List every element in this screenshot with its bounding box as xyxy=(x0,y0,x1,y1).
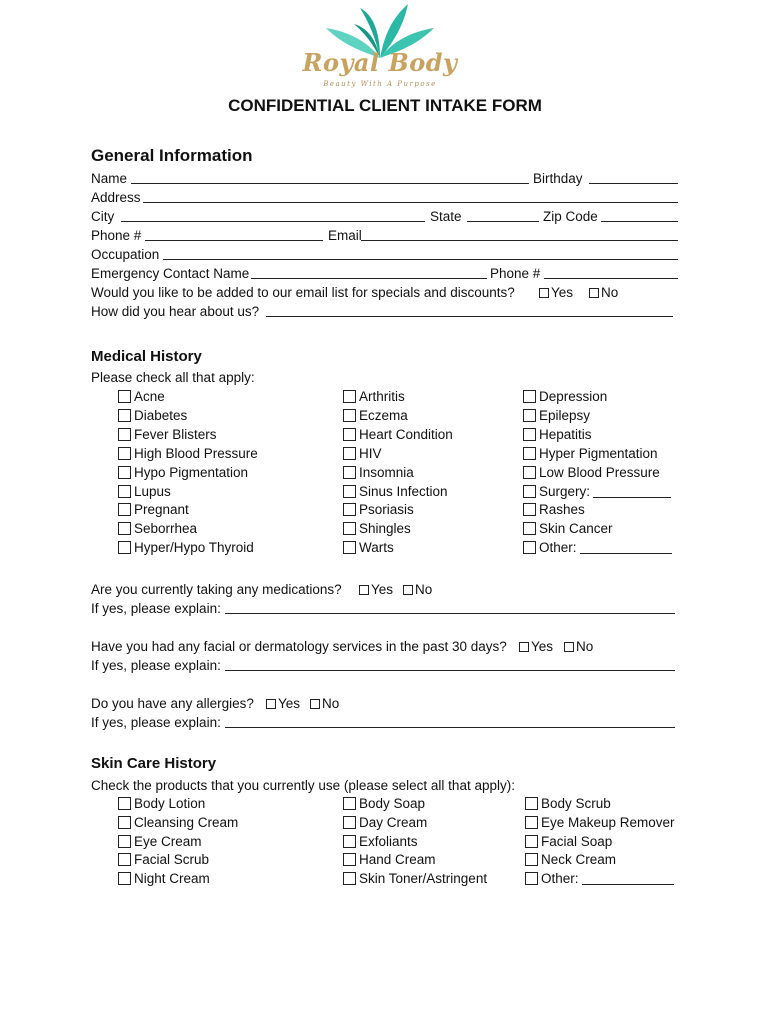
zip-label: Zip Code xyxy=(543,209,598,224)
checkbox-item[interactable] xyxy=(118,463,248,482)
checkbox[interactable] xyxy=(343,447,356,460)
checkbox-no[interactable] xyxy=(589,288,599,298)
checkbox-label: Hypo Pigmentation xyxy=(134,464,249,480)
explain-label: If yes, please explain: xyxy=(91,715,221,730)
explain-row xyxy=(91,599,681,618)
checkbox-item[interactable] xyxy=(343,869,487,888)
checkbox-item[interactable] xyxy=(118,425,217,444)
checkbox[interactable] xyxy=(118,390,131,403)
medical-instruction: Please check all that apply: xyxy=(91,370,255,385)
checkbox-label: Hyper Pigmentation xyxy=(539,445,658,461)
checkbox-label: Other: xyxy=(541,871,579,887)
option-label: Yes xyxy=(531,639,554,654)
checkbox[interactable] xyxy=(525,797,538,810)
option-label: No xyxy=(322,696,340,711)
checkbox[interactable] xyxy=(118,428,131,441)
checkbox-item[interactable] xyxy=(118,387,165,406)
checkbox-label: Neck Cream xyxy=(541,852,617,868)
option-label: No xyxy=(415,582,433,597)
checkbox-item[interactable] xyxy=(343,387,405,406)
checkbox-label: Night Cream xyxy=(134,871,210,887)
checkbox[interactable] xyxy=(118,872,131,885)
checkbox[interactable] xyxy=(118,835,131,848)
checkbox-label: Body Scrub xyxy=(541,796,611,811)
city-row xyxy=(91,207,681,226)
checkbox-item[interactable] xyxy=(523,463,660,482)
general-heading: General Information xyxy=(91,146,253,165)
skincare-instruction: Check the products that you currently use (please select all that apply): xyxy=(91,778,515,793)
checkbox[interactable] xyxy=(343,428,356,441)
city-label: City xyxy=(91,209,115,224)
checkbox-label: Cleansing Cream xyxy=(134,814,239,830)
checkbox[interactable] xyxy=(523,522,536,535)
option-yes[interactable] xyxy=(351,580,393,599)
checkbox-item[interactable] xyxy=(118,482,171,501)
checkbox-label: Body Soap xyxy=(359,796,426,811)
checkbox-item[interactable] xyxy=(523,444,658,463)
checkbox-item[interactable] xyxy=(118,538,254,557)
checkbox-label: HIV xyxy=(359,445,382,461)
checkbox[interactable] xyxy=(525,872,538,885)
explain-label: If yes, please explain: xyxy=(91,601,221,616)
checkbox[interactable] xyxy=(118,816,131,829)
checkbox-yes[interactable] xyxy=(266,699,276,709)
checkbox[interactable] xyxy=(118,503,131,516)
option-yes[interactable] xyxy=(511,637,553,656)
checkbox[interactable] xyxy=(343,390,356,403)
checkbox-yes[interactable] xyxy=(539,288,549,298)
checkbox-item[interactable] xyxy=(343,538,394,557)
explain-row xyxy=(91,656,681,675)
question-row xyxy=(91,694,681,713)
checkbox[interactable] xyxy=(523,390,536,403)
emergency-phone-label: Phone # xyxy=(490,266,541,281)
checkbox-label: Eye Makeup Remover xyxy=(541,814,675,830)
phone-row xyxy=(91,226,681,245)
checkbox[interactable] xyxy=(343,816,356,829)
checkbox-item[interactable] xyxy=(343,444,382,463)
checkbox-no[interactable] xyxy=(310,699,320,709)
state-field[interactable] xyxy=(467,208,539,222)
checkbox-label: Shingles xyxy=(359,521,411,537)
checkbox-item[interactable] xyxy=(118,832,202,851)
explain-field[interactable] xyxy=(225,600,675,614)
checkbox[interactable] xyxy=(343,835,356,848)
checkbox-label: Warts xyxy=(359,540,394,556)
email-label: Email xyxy=(328,228,362,243)
checkbox-item[interactable] xyxy=(343,482,448,501)
checkbox-item[interactable] xyxy=(343,500,414,519)
other-field[interactable] xyxy=(593,484,671,498)
checkbox-item[interactable] xyxy=(118,794,205,813)
question-text: Have you had any facial or dermatology services in the past 30 days? xyxy=(91,639,507,654)
checkbox-item[interactable] xyxy=(343,794,425,813)
explain-row xyxy=(91,713,681,732)
option-no[interactable] xyxy=(395,580,432,599)
email-list-yes[interactable]: Yes xyxy=(531,283,573,302)
email-list-row xyxy=(91,283,681,302)
checkbox-label: Depression xyxy=(539,389,608,404)
checkbox-label: Rashes xyxy=(539,502,585,518)
checkbox-yes[interactable] xyxy=(519,642,529,652)
checkbox-label: Hepatitis xyxy=(539,426,592,442)
checkbox-item[interactable] xyxy=(343,519,411,538)
checkbox[interactable] xyxy=(523,541,536,554)
checkbox-label: Insomnia xyxy=(359,464,414,480)
checkbox-item[interactable] xyxy=(525,850,616,869)
checkbox-item[interactable] xyxy=(525,813,675,832)
checkbox[interactable] xyxy=(343,503,356,516)
checkbox[interactable] xyxy=(343,466,356,479)
checkbox-label: Other: xyxy=(539,540,577,556)
option-label: Yes xyxy=(278,696,301,711)
checkbox[interactable] xyxy=(525,816,538,829)
checkbox-item[interactable] xyxy=(343,425,453,444)
checkbox-no[interactable] xyxy=(564,642,574,652)
checkbox-item[interactable] xyxy=(118,444,258,463)
checkbox-label: Acne xyxy=(134,389,165,404)
skincare-heading: Skin Care History xyxy=(91,755,217,772)
checkbox[interactable] xyxy=(118,447,131,460)
state-label: State xyxy=(430,209,462,224)
checkbox-item[interactable] xyxy=(525,832,612,851)
occupation-field[interactable] xyxy=(163,246,678,260)
checkbox-label: Diabetes xyxy=(134,407,188,423)
checkbox[interactable] xyxy=(118,466,131,479)
checkbox[interactable] xyxy=(523,503,536,516)
checkbox-item[interactable] xyxy=(118,519,197,538)
checkbox-label: Eczema xyxy=(359,407,408,423)
checkbox-label: Facial Soap xyxy=(541,833,613,849)
checkbox[interactable] xyxy=(523,447,536,460)
option-no[interactable] xyxy=(302,694,339,713)
checkbox[interactable] xyxy=(118,853,131,866)
checkbox-item[interactable] xyxy=(523,538,672,557)
address-row xyxy=(91,188,681,207)
question-text: Are you currently taking any medications? xyxy=(91,582,342,597)
checkbox-label: Skin Cancer xyxy=(539,521,613,537)
page-title: CONFIDENTIAL CLIENT INTAKE FORM xyxy=(228,96,542,115)
checkbox[interactable] xyxy=(523,428,536,441)
checkbox-label: Pregnant xyxy=(134,502,189,518)
checkbox[interactable] xyxy=(523,409,536,422)
checkbox-item[interactable] xyxy=(118,813,238,832)
checkbox-label: Eye Cream xyxy=(134,833,202,849)
checkbox-item[interactable] xyxy=(343,832,418,851)
checkbox[interactable] xyxy=(343,409,356,422)
checkbox-item[interactable] xyxy=(118,406,187,425)
address-label: Address xyxy=(91,190,141,205)
birthday-label: Birthday xyxy=(533,171,583,186)
hear-field[interactable] xyxy=(266,303,673,317)
checkbox-item[interactable] xyxy=(343,463,414,482)
address-field[interactable] xyxy=(143,189,678,203)
name-field[interactable] xyxy=(131,170,529,184)
option-yes[interactable] xyxy=(258,694,300,713)
checkbox-item[interactable] xyxy=(523,519,613,538)
checkbox-label: Fever Blisters xyxy=(134,426,217,442)
emergency-field[interactable] xyxy=(251,265,487,279)
checkbox-label: Day Cream xyxy=(359,814,428,830)
question-text: Do you have any allergies? xyxy=(91,696,254,711)
option-no[interactable] xyxy=(556,637,593,656)
checkbox-item[interactable] xyxy=(118,869,210,888)
question-row xyxy=(91,580,681,599)
checkbox-item[interactable] xyxy=(523,387,607,406)
brand-name: Royal Body xyxy=(302,48,458,77)
other-field[interactable] xyxy=(580,540,672,554)
brand-tagline: Beauty With A Purpose xyxy=(323,80,437,88)
hear-row xyxy=(91,302,681,321)
checkbox[interactable] xyxy=(118,541,131,554)
name-row xyxy=(91,169,681,188)
checkbox-label: Surgery: xyxy=(539,483,591,499)
checkbox-label: Facial Scrub xyxy=(134,852,210,868)
explain-field[interactable] xyxy=(225,714,675,728)
checkbox-label: Hand Cream xyxy=(359,852,436,868)
checkbox[interactable] xyxy=(343,872,356,885)
option-label: Yes xyxy=(371,582,394,597)
phone-label: Phone # xyxy=(91,228,142,243)
emergency-label: Emergency Contact Name xyxy=(91,266,250,281)
checkbox-item[interactable] xyxy=(523,482,671,501)
checkbox[interactable] xyxy=(523,485,536,498)
occupation-label: Occupation xyxy=(91,247,160,262)
explain-label: If yes, please explain: xyxy=(91,658,221,673)
emergency-row xyxy=(91,264,681,283)
checkbox-item[interactable] xyxy=(343,406,408,425)
emergency-phone-field[interactable] xyxy=(544,265,678,279)
checkbox-item[interactable] xyxy=(343,813,427,832)
checkbox[interactable] xyxy=(525,853,538,866)
explain-field[interactable] xyxy=(225,657,675,671)
checkbox[interactable] xyxy=(343,797,356,810)
checkbox[interactable] xyxy=(118,409,131,422)
checkbox-item[interactable] xyxy=(523,425,592,444)
checkbox-label: Psoriasis xyxy=(359,502,414,518)
checkbox-label: Arthritis xyxy=(359,389,405,404)
option-label: No xyxy=(576,639,594,654)
checkbox-item[interactable] xyxy=(525,794,611,813)
checkbox-item[interactable] xyxy=(118,500,189,519)
checkbox-label: Seborrhea xyxy=(134,521,198,537)
email-field[interactable] xyxy=(361,227,678,241)
question-row xyxy=(91,637,681,656)
checkbox[interactable] xyxy=(343,853,356,866)
brand-logo xyxy=(300,0,460,92)
checkbox[interactable] xyxy=(343,485,356,498)
phone-field[interactable] xyxy=(145,227,323,241)
checkbox[interactable] xyxy=(118,797,131,810)
checkbox[interactable] xyxy=(343,522,356,535)
checkbox-item[interactable] xyxy=(523,500,585,519)
email-list-no[interactable]: No xyxy=(581,283,618,302)
occupation-row xyxy=(91,245,681,264)
checkbox-label: Heart Condition xyxy=(359,426,453,442)
checkbox-item[interactable] xyxy=(525,869,674,888)
city-field[interactable] xyxy=(121,208,425,222)
checkbox-label: Body Lotion xyxy=(134,796,206,811)
checkbox[interactable] xyxy=(118,522,131,535)
checkbox-item[interactable] xyxy=(343,850,436,869)
checkbox-label: High Blood Pressure xyxy=(134,445,258,461)
medical-heading: Medical History xyxy=(91,348,202,365)
checkbox-label: Sinus Infection xyxy=(359,483,448,499)
checkbox-label: Skin Toner/Astringent xyxy=(359,871,488,887)
checkbox-yes[interactable] xyxy=(359,585,369,595)
checkbox[interactable] xyxy=(525,835,538,848)
checkbox-no[interactable] xyxy=(403,585,413,595)
name-label: Name xyxy=(91,171,128,186)
checkbox-item[interactable] xyxy=(523,406,590,425)
checkbox[interactable] xyxy=(343,541,356,554)
zip-field[interactable] xyxy=(601,208,678,222)
birthday-field[interactable] xyxy=(589,170,678,184)
checkbox-label: Exfoliants xyxy=(359,833,418,849)
checkbox-label: Lupus xyxy=(134,483,171,499)
checkbox-label: Low Blood Pressure xyxy=(539,464,660,480)
email-list-question: Would you like to be added to our email list for specials and discounts? xyxy=(91,285,515,300)
checkbox-label: Hyper/Hypo Thyroid xyxy=(134,540,254,556)
hear-label: How did you hear about us? xyxy=(91,304,260,319)
checkbox-item[interactable] xyxy=(118,850,209,869)
checkbox-label: Epilepsy xyxy=(539,407,591,423)
checkbox[interactable] xyxy=(523,466,536,479)
other-field[interactable] xyxy=(582,871,674,885)
checkbox[interactable] xyxy=(118,485,131,498)
